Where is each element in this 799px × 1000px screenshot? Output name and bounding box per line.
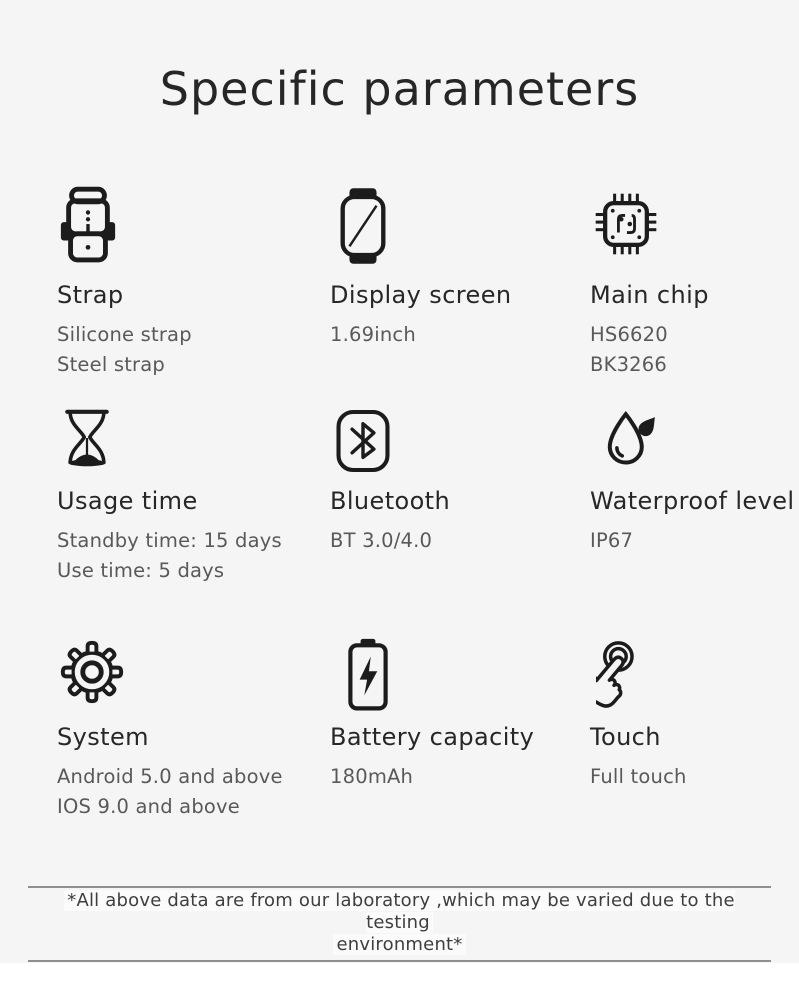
- feature-line: Android 5.0 and above: [57, 765, 283, 788]
- feature-line: IP67: [590, 529, 634, 552]
- footer-line-1: *All above data are from our laboratory ,which may be varied due to the testing: [64, 890, 734, 933]
- feature-cell-bluetooth: [330, 407, 595, 556]
- page-title: Specific parameters: [159, 62, 640, 116]
- bottom-white-strip: [0, 963, 799, 1000]
- feature-cell-touch: [590, 637, 795, 792]
- feature-title: Main chip: [590, 281, 709, 309]
- feature-title: Usage time: [57, 487, 198, 515]
- feature-title: Bluetooth: [330, 487, 451, 515]
- bluetooth-icon: [334, 407, 392, 475]
- feature-title: Strap: [57, 281, 124, 309]
- feature-line: 1.69inch: [330, 323, 416, 346]
- waterdrop-icon: [600, 407, 664, 471]
- gear-icon: [57, 637, 127, 707]
- feature-line: Standby time: 15 days: [57, 529, 282, 552]
- feature-line: HS6620: [590, 323, 668, 346]
- footer-line-2: environment*: [333, 934, 465, 955]
- feature-line: 180mAh: [330, 765, 414, 788]
- feature-title: Display screen: [330, 281, 512, 309]
- feature-title: System: [57, 723, 149, 751]
- hourglass-icon: [57, 407, 117, 471]
- feature-cell-battery: [330, 637, 595, 792]
- feature-cell-strap: [57, 186, 322, 379]
- feature-cell-waterproof: [590, 407, 795, 556]
- feature-line: Steel strap: [57, 352, 165, 376]
- strap-icon: [57, 186, 119, 266]
- feature-line: Use time: 5 days: [57, 558, 225, 582]
- feature-cell-usage-time: [57, 407, 322, 585]
- feature-line: Full touch: [590, 765, 687, 788]
- feature-line: BK3266: [590, 352, 667, 376]
- feature-line: Silicone strap: [57, 323, 192, 346]
- feature-cell-chip: [590, 186, 795, 379]
- feature-title: Battery capacity: [330, 723, 535, 751]
- feature-line: BT 3.0/4.0: [330, 529, 433, 552]
- footer-note: [28, 886, 771, 962]
- chip-icon: [590, 186, 662, 262]
- smartwatch-icon: [334, 186, 392, 266]
- battery-icon: [342, 637, 394, 713]
- feature-title: Waterproof level: [590, 487, 795, 515]
- feature-cell-display: [330, 186, 595, 350]
- touch-icon: [596, 637, 670, 711]
- feature-cell-system: [57, 637, 322, 821]
- feature-title: Touch: [590, 723, 661, 751]
- feature-line: IOS 9.0 and above: [57, 794, 240, 818]
